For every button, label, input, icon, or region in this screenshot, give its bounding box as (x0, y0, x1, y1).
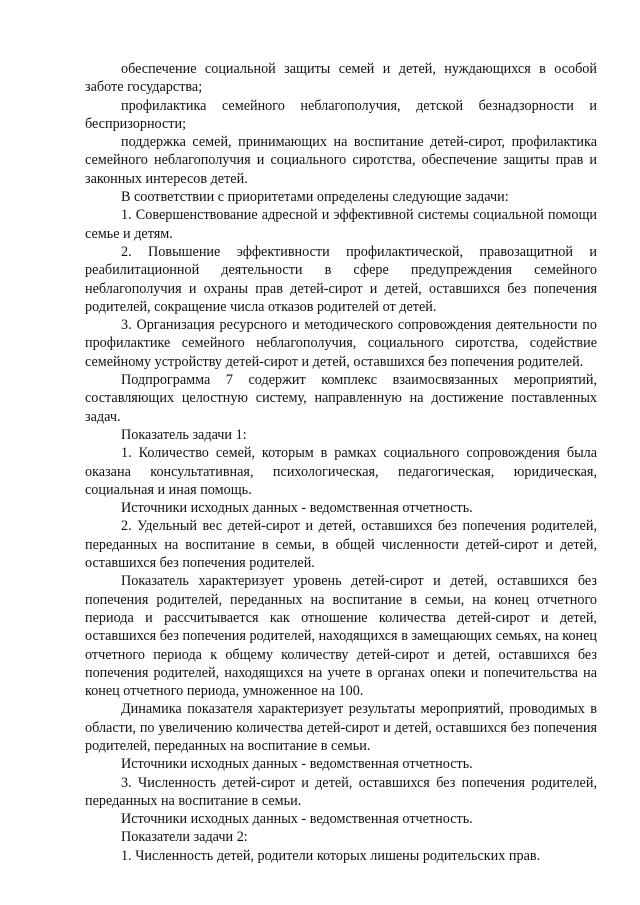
paragraph-task-1: 1. Совершенствование адресной и эффективной системы социальной помощи семье и детям. (85, 207, 597, 242)
paragraph-indicator-2: 2. Удельный вес детей-сирот и детей, оставшихся без попечения родителей, переданных на воспитание в семьи, в общей численности детей-сирот и детей, оставшихся без попечения родителей. (85, 518, 597, 572)
paragraph-indicator-1: 1. Количество семей, которым в рамках социального сопровождения была оказана консультативная, психологическая, педагогическая, юридическая, социальная и иная помощь. (85, 445, 597, 498)
paragraph-subprogram-7: Подпрограмма 7 содержит комплекс взаимосвязанных мероприятий, составляющих целостную систему, направленную на достижение поставленных задач. (85, 372, 597, 425)
paragraph-indicator-3: 3. Численность детей-сирот и детей, оставшихся без попечения родителей, переданных на воспитание в семьи. (85, 774, 597, 809)
paragraph-data-source-1: Источники исходных данных - ведомственная отчетность. (121, 500, 473, 517)
paragraph-indicator-task-1-heading: Показатель задачи 1: (121, 426, 247, 443)
paragraph-tasks-intro: В соответствии с приоритетами определены следующие задачи: (121, 189, 509, 206)
paragraph-task-2: 2. Повышение эффективности профилактической, правозащитной и реабилитационной деятельности в сфере предупреждения семейного неблагополучия и охраны прав детей-сирот и детей, оставшихся без попечения родителей, сокращение числа отказов родителей от детей. (85, 243, 597, 315)
document-page (85, 60, 597, 865)
paragraph-indicator-2-dynamics: Динамика показателя характеризует результаты мероприятий, проводимых в области, по увеличению количества детей-сирот и детей, оставшихся без попечения родителей, переданных на воспитание в семьи. (85, 701, 597, 754)
paragraph-family-support: поддержка семей, принимающих на воспитание детей-сирот, профилактика семейного неблагополучия и социального сиротства, обеспечение защиты прав и законных интересов детей. (85, 134, 597, 187)
paragraph-indicator-task-2-heading: Показатели задачи 2: (121, 829, 248, 846)
paragraph-data-source-2: Источники исходных данных - ведомственная отчетность. (121, 756, 473, 773)
paragraph-data-source-3: Источники исходных данных - ведомственная отчетность. (121, 811, 473, 828)
paragraph-task-2-indicator-1: 1. Численность детей, родители которых лишены родительских прав. (121, 847, 541, 864)
paragraph-task-3: 3. Организация ресурсного и методического сопровождения деятельности по профилактике семейного неблагополучия, социального сиротства, содействие семейному устройству детей-сирот и детей, оставшихся без попечения родителей. (85, 317, 597, 370)
paragraph-prevention: профилактика семейного неблагополучия, детской безнадзорности и беспризорности; (85, 97, 597, 132)
paragraph-social-protection: обеспечение социальной защиты семей и детей, нуждающихся в особой заботе государства; (85, 61, 597, 96)
paragraph-indicator-2-description: Показатель характеризует уровень детей-сирот и детей, оставшихся без попечения родителей, переданных на воспитание в семьи, на конец отчетного периода и рассчитывается как отношение количества детей-сирот и детей, оставшихся без попечения родителей, находящихся в замещающих семьях, на конец отчетного периода к общему количеству детей-сирот и детей, оставшихся без попечения родителей, находящихся на учете в органах опеки и попечительства на конец отчетного периода, умноженное на 100. (85, 573, 597, 700)
